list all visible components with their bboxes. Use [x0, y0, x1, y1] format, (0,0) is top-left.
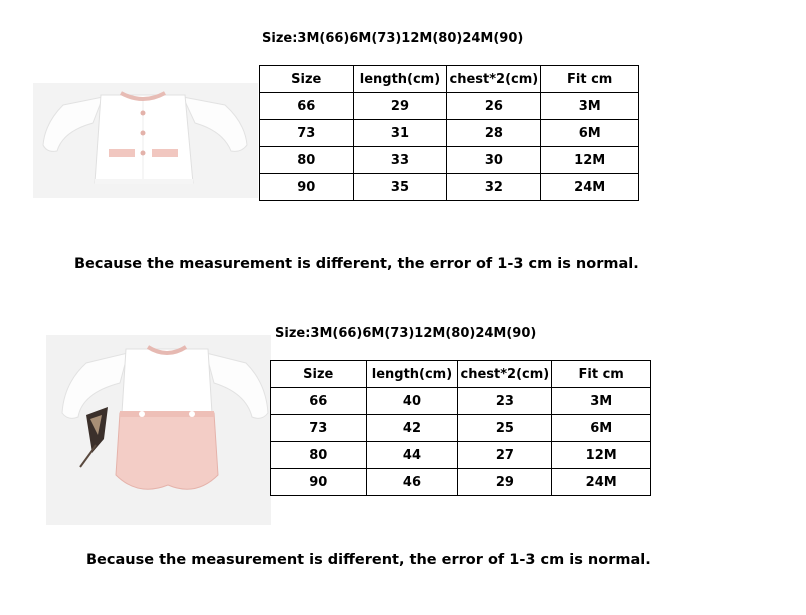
cell-size: 73 — [260, 120, 354, 147]
size-title-2: Size:3M(66)6M(73)12M(80)24M(90) — [275, 326, 537, 341]
header-length: length(cm) — [353, 66, 447, 93]
romper-photo — [46, 335, 271, 525]
cell-chest: 30 — [447, 147, 541, 174]
size-title-1: Size:3M(66)6M(73)12M(80)24M(90) — [262, 31, 524, 46]
table-row — [260, 147, 639, 174]
cell-fit: 12M — [552, 442, 651, 469]
measurement-note-1: Because the measurement is different, the error of 1-3 cm is normal. — [74, 256, 639, 272]
cell-length: 44 — [366, 442, 458, 469]
header-size: Size — [271, 361, 367, 388]
cell-length: 46 — [366, 469, 458, 496]
table-row — [271, 442, 651, 469]
cell-fit: 12M — [541, 147, 639, 174]
header-length: length(cm) — [366, 361, 458, 388]
header-size: Size — [260, 66, 354, 93]
cell-chest: 26 — [447, 93, 541, 120]
header-fit: Fit cm — [552, 361, 651, 388]
cell-length: 33 — [353, 147, 447, 174]
cell-chest: 28 — [447, 120, 541, 147]
cell-chest: 27 — [458, 442, 552, 469]
table-row — [260, 120, 639, 147]
cell-chest: 29 — [458, 469, 552, 496]
cell-fit: 6M — [541, 120, 639, 147]
table-row — [260, 93, 639, 120]
cell-length: 29 — [353, 93, 447, 120]
cell-fit: 24M — [552, 469, 651, 496]
cell-chest: 25 — [458, 415, 552, 442]
cell-size: 80 — [260, 147, 354, 174]
cell-fit: 3M — [552, 388, 651, 415]
cardigan-photo — [33, 83, 258, 198]
cell-chest: 23 — [458, 388, 552, 415]
table-header-row — [260, 66, 639, 93]
cell-size: 66 — [260, 93, 354, 120]
cell-size: 80 — [271, 442, 367, 469]
header-chest: chest*2(cm) — [458, 361, 552, 388]
cell-length: 35 — [353, 174, 447, 201]
table-row — [271, 469, 651, 496]
cell-size: 73 — [271, 415, 367, 442]
cell-fit: 24M — [541, 174, 639, 201]
cell-fit: 6M — [552, 415, 651, 442]
cell-length: 42 — [366, 415, 458, 442]
table-row — [271, 388, 651, 415]
header-chest: chest*2(cm) — [447, 66, 541, 93]
cell-size: 90 — [260, 174, 354, 201]
measurement-note-2: Because the measurement is different, the error of 1-3 cm is normal. — [86, 552, 651, 568]
size-table-1 — [259, 65, 639, 201]
cell-size: 90 — [271, 469, 367, 496]
table-row — [271, 415, 651, 442]
cell-chest: 32 — [447, 174, 541, 201]
header-fit: Fit cm — [541, 66, 639, 93]
table-row — [260, 174, 639, 201]
cell-size: 66 — [271, 388, 367, 415]
cell-length: 31 — [353, 120, 447, 147]
cell-length: 40 — [366, 388, 458, 415]
size-table-2 — [270, 360, 651, 496]
table-header-row — [271, 361, 651, 388]
cell-fit: 3M — [541, 93, 639, 120]
